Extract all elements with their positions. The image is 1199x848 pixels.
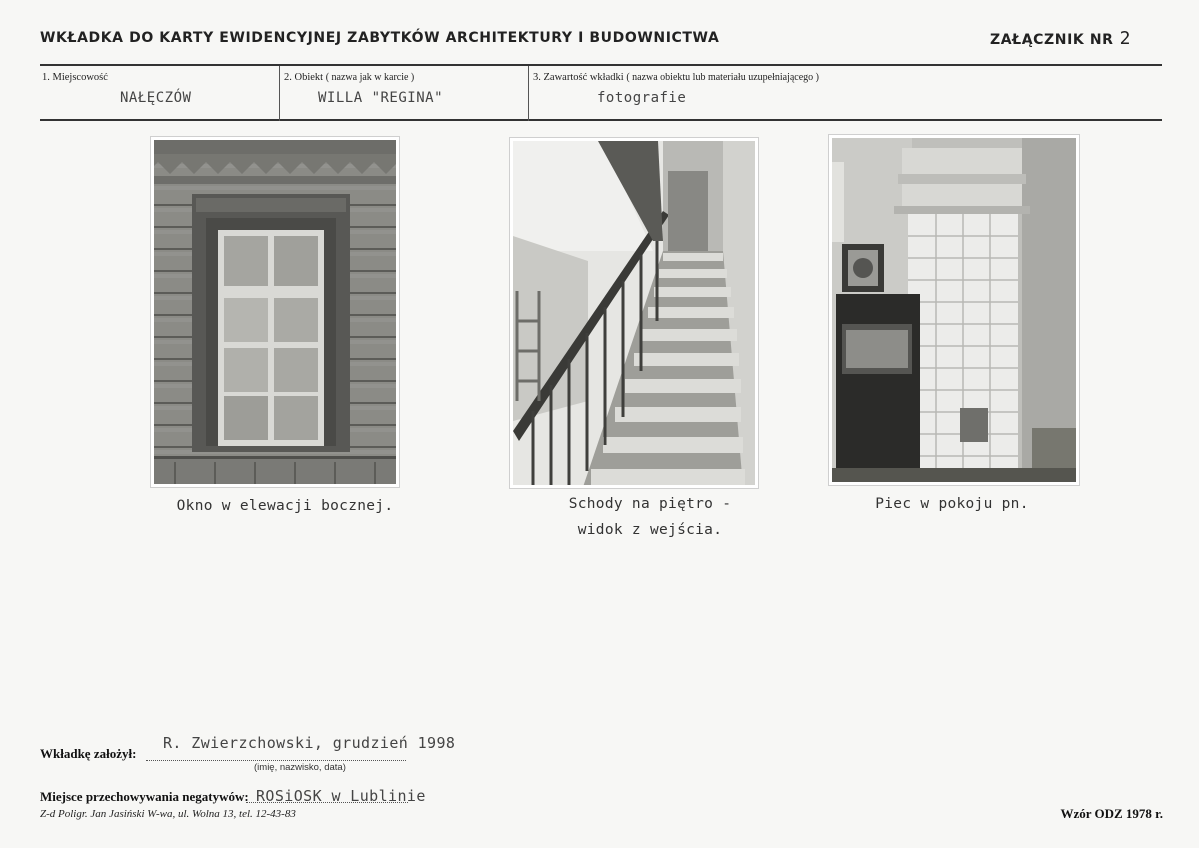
annex-label: ZAŁĄCZNIK NR — [989, 32, 1114, 48]
caption-line: widok z wejścia. — [577, 522, 723, 538]
field-contents — [531, 66, 1161, 120]
field-contents-value: fotografie — [597, 90, 687, 106]
caption-line: Schody na piętro - — [568, 496, 732, 512]
photo-stove-caption — [820, 491, 1084, 517]
photo-window-caption — [140, 493, 430, 519]
field-contents-label-note: ( nazwa obiektu lub materiału uzupełniającego ) — [626, 72, 820, 83]
page-title: WKŁADKA DO KARTY EWIDENCYJNEJ ZABYTKÓW ARCHITEKTURY I BUDOWNICTWA — [40, 30, 720, 46]
staircase-photo-illustration — [513, 141, 755, 485]
created-by-label: Wkładkę założył: — [40, 746, 137, 761]
annex-number — [990, 28, 1131, 49]
photo-stove-image — [832, 138, 1076, 482]
photo-stove — [828, 134, 1080, 486]
caption-line: Okno w elewacji bocznej. — [176, 498, 394, 514]
field-object-label-note: ( nazwa jak w karcie ) — [325, 72, 415, 83]
created-by-value: R. Zwierzchowski, grudzień 1998 — [163, 734, 456, 752]
field-locality-value: NAŁĘCZÓW — [120, 90, 192, 106]
field-object — [282, 66, 528, 120]
printer-imprint: Z-d Poligr. Jan Jasiński W-wa, ul. Wolna 13, tel. 12-43-83 — [40, 808, 296, 820]
window-photo-illustration — [154, 140, 396, 484]
stove-photo-illustration — [832, 138, 1076, 482]
photo-staircase-image — [513, 141, 755, 485]
field-object-label-text: 2. Obiekt — [284, 72, 324, 83]
field-locality-label: 1. Miejscowość — [42, 72, 108, 83]
field-contents-label-text: 3. Zawartość wkładki — [533, 72, 624, 83]
negatives-location-value: ROSiOSK w Lublinie — [256, 787, 426, 805]
field-locality — [40, 66, 278, 120]
annex-number-value: 2 — [1119, 28, 1131, 49]
photo-staircase-caption — [500, 491, 800, 543]
header-fields — [40, 66, 1162, 120]
caption-line: Piec w pokoju pn. — [875, 496, 1029, 512]
field-object-label — [284, 72, 414, 83]
negatives-location-label: Miejsce przechowywania negatywów: — [40, 789, 249, 804]
form-version: Wzór ODZ 1978 r. — [1060, 806, 1163, 821]
photo-window — [150, 136, 400, 488]
field-object-value: WILLA "REGINA" — [318, 90, 444, 106]
created-by-hint: (imię, nazwisko, data) — [254, 762, 346, 773]
photo-staircase — [509, 137, 759, 489]
photo-window-image — [154, 140, 396, 484]
field-contents-label — [533, 72, 819, 83]
created-by-dotted-line — [146, 760, 406, 761]
